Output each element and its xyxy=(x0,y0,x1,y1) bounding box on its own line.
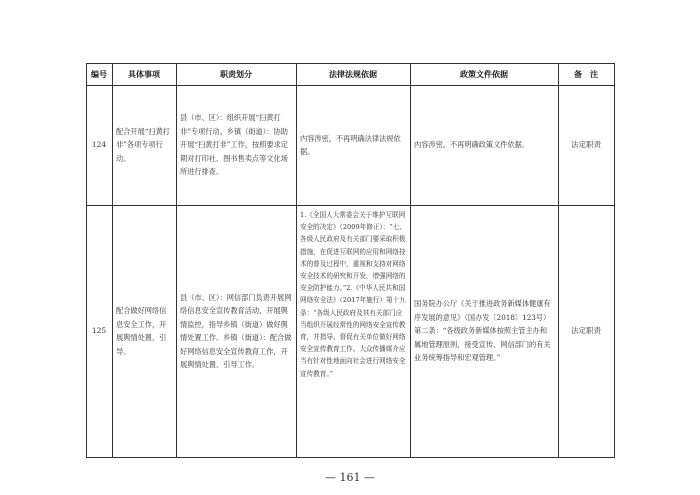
law-text: 1.《全国人大常委会关于维护互联网安全的决定》（2009年修正）：“七、各级人民政府及有关部门要采取积极措施，在促进互联网的应用和网络技术的普及过程中，重视和支持对网络安全技术的研究和开发，增强网络的安全防护能力。”2.《中华人民共和国网络安全法》（2017年施行）第十九条：“各级人民政府及其有关部门应当组织开展经常性的网络安全宣传教育，并指导、督促有关单位做好网络安全宣传教育工作。大众传播媒介应当有针对性地面向社会进行网络安全宣传教育。” xyxy=(300,211,406,378)
policy-text: 内容涉密，不再明确政策文件依据。 xyxy=(414,140,530,150)
duty-table xyxy=(86,63,615,458)
policy-cell xyxy=(414,85,554,205)
header-number: 编号 xyxy=(91,69,107,79)
table-bottom-border xyxy=(86,457,615,458)
row-number: 124 xyxy=(91,140,107,150)
col-divider xyxy=(176,63,177,458)
policy-cell xyxy=(414,205,554,457)
law-cell xyxy=(300,85,406,205)
header-policy: 政策文件依据 xyxy=(460,69,508,79)
note-cell: 法定职责 xyxy=(571,140,601,150)
header-duty: 职责划分 xyxy=(220,69,252,79)
item-cell xyxy=(116,85,173,205)
item-text: 配合开展“扫黄打非”各项专项行动。 xyxy=(116,126,170,163)
item-cell xyxy=(116,205,173,457)
row-number: 125 xyxy=(91,326,107,336)
header-law: 法律法规依据 xyxy=(329,69,377,79)
col-divider xyxy=(614,63,615,458)
col-divider xyxy=(112,63,113,458)
law-cell xyxy=(300,209,406,455)
law-text: 内容涉密，不再明确法律法规依据。 xyxy=(300,133,401,156)
duty-text: 县（市、区）：网信部门负责开展网络信息安全宣传教育活动，开展舆情监控，指导乡镇（街道）做好舆情处置工作。乡镇（街道）：配合做好网络信息安全宣传教育工作，开展舆情处置、引导工作。 xyxy=(180,292,292,369)
col-divider xyxy=(410,63,411,458)
note-cell: 法定职责 xyxy=(571,326,601,336)
col-divider xyxy=(296,63,297,458)
header-note: 备 注 xyxy=(574,69,598,79)
page-number: — 161 — xyxy=(325,471,375,484)
duty-cell xyxy=(180,205,293,457)
duty-cell xyxy=(180,85,293,205)
duty-text: 县（市、区）：组织开展“扫黄打非”专项行动。乡镇（街道）：协助开展“扫黄打非”工作，按照要求定期对打印社、图书售卖点等文化场所进行排查。 xyxy=(180,113,288,177)
header-item: 具体事项 xyxy=(128,69,160,79)
item-text: 配合做好网络信息安全工作，开展舆情处置、引导。 xyxy=(116,306,167,356)
policy-text: 国务院办公厅《关于推进政务新媒体健康有序发展的意见》（国办发〔2018〕123号）第二条：“各级政务新媒体按照主管主办和属地管理原则，接受宣传、网信部门的有关业务统筹指导和宏观管理。” xyxy=(414,299,551,363)
